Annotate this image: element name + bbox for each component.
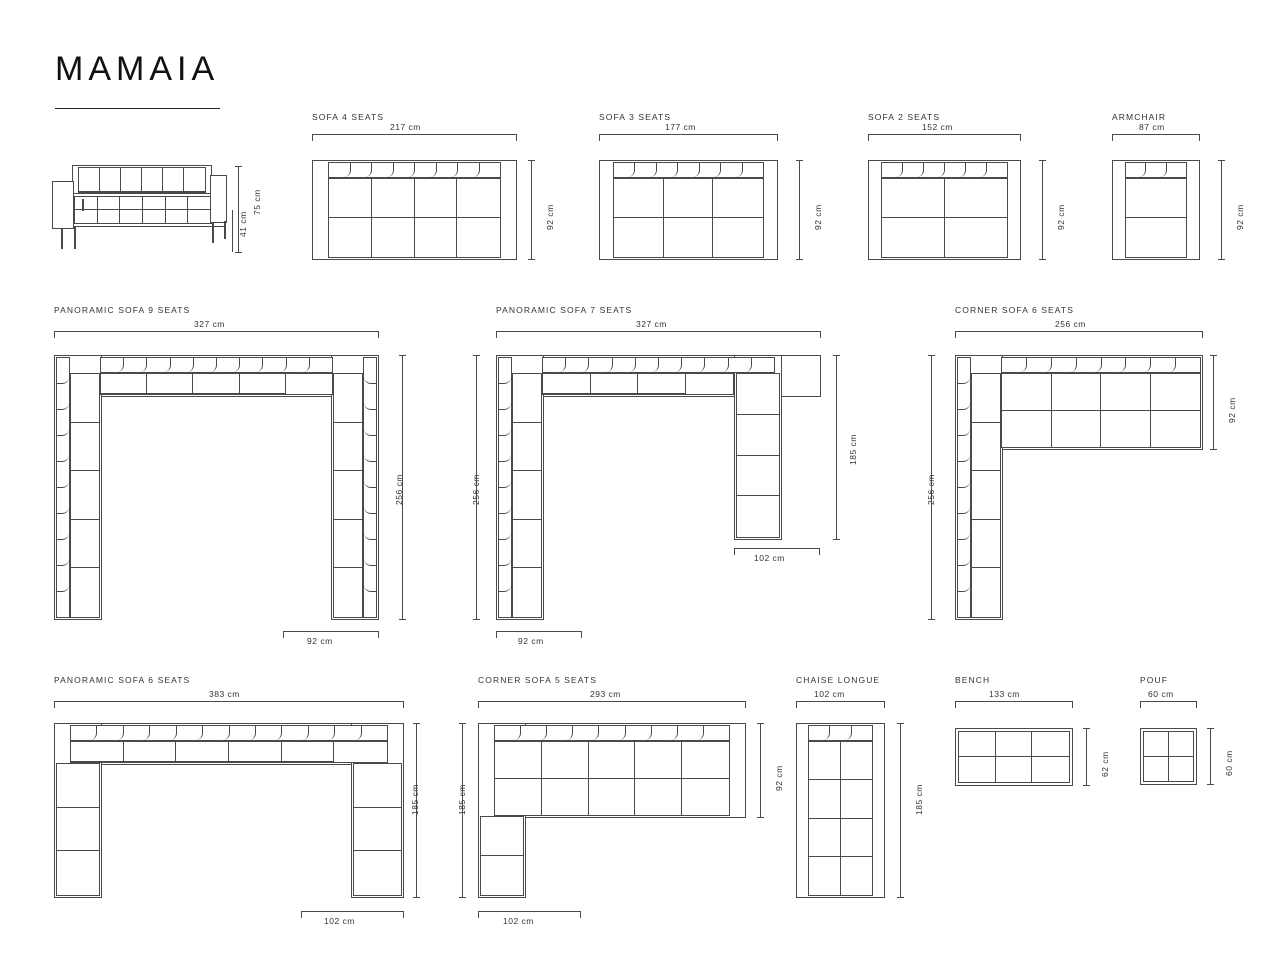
tick [955, 701, 956, 708]
title-divider [55, 108, 220, 109]
tick [403, 911, 404, 918]
product-label: SOFA 3 SEATS [599, 112, 672, 122]
tick [54, 331, 55, 338]
tick [413, 897, 420, 898]
tick [235, 252, 242, 253]
width-dim-line [478, 701, 746, 702]
width-label: 133 cm [989, 689, 1020, 699]
back-cushions [328, 162, 501, 178]
tick [301, 911, 302, 918]
product-label: PANORAMIC SOFA 7 SEATS [496, 305, 633, 315]
tick [868, 134, 869, 141]
product-label: CHAISE LONGUE [796, 675, 881, 685]
persp-height-line [238, 166, 239, 252]
depth-dim-line [1210, 728, 1211, 785]
tick [580, 911, 581, 918]
depth-dim-line [531, 160, 532, 260]
tick [54, 701, 55, 708]
return-seat-grid [736, 373, 780, 538]
depth-label: 60 cm [1224, 750, 1234, 776]
product-label: ARMCHAIR [1112, 112, 1167, 122]
arm-label: 92 cm [518, 636, 544, 646]
width-label: 177 cm [665, 122, 696, 132]
tick [459, 723, 466, 724]
tick [819, 548, 820, 555]
tick [757, 817, 764, 818]
back-seat-grid [542, 373, 734, 395]
return-depth-line [734, 548, 820, 549]
arm-label: 102 cm [324, 916, 355, 926]
depth-label: 185 cm [457, 784, 467, 815]
depth-label: 92 cm [545, 204, 555, 230]
back-cushions [100, 357, 333, 373]
tick [283, 631, 284, 638]
perspective-sofa-illustration [52, 165, 227, 255]
depth-dim-line [900, 723, 901, 898]
seat-grid [808, 741, 873, 896]
depth-dim-line [799, 160, 800, 260]
width-dim-line [1140, 701, 1197, 702]
width-label: 152 cm [922, 122, 953, 132]
left-seat-grid [56, 763, 100, 896]
tick [399, 355, 406, 356]
arm-dim-line [760, 723, 761, 818]
tick [478, 911, 479, 918]
tick [955, 331, 956, 338]
tick [897, 897, 904, 898]
persp-height-label: 75 cm [252, 189, 262, 215]
tick [1072, 701, 1073, 708]
tick [1207, 728, 1214, 729]
width-label: 87 cm [1139, 122, 1165, 132]
depth-label: 256 cm [394, 474, 404, 505]
depth-dim-line [1042, 160, 1043, 260]
depth-label: 62 cm [1100, 751, 1110, 777]
persp-seat-height-line [232, 210, 233, 252]
left-seat-grid [512, 373, 542, 618]
depth-label: 92 cm [813, 204, 823, 230]
tick [516, 134, 517, 141]
arm-label: 92 cm [307, 636, 333, 646]
product-label: BENCH [955, 675, 991, 685]
width-dim-line [599, 134, 778, 135]
tick [528, 160, 535, 161]
product-label: PANORAMIC SOFA 6 SEATS [54, 675, 191, 685]
return-length-label: 185 cm [848, 434, 858, 465]
tick [1196, 701, 1197, 708]
tick [378, 631, 379, 638]
tick [1210, 355, 1217, 356]
persp-seat-height-label: 41 cm [238, 211, 248, 237]
back-cushions [808, 725, 873, 741]
seat-grid [613, 178, 764, 258]
width-label: 256 cm [1055, 319, 1086, 329]
left-arm-cushions [498, 357, 512, 618]
tick [496, 331, 497, 338]
tick [378, 331, 379, 338]
width-dim-line [496, 331, 821, 332]
tick [1083, 785, 1090, 786]
tick [235, 166, 242, 167]
product-label: CORNER SOFA 5 SEATS [478, 675, 597, 685]
width-dim-line [312, 134, 517, 135]
return-depth-line [478, 911, 581, 912]
tick [312, 134, 313, 141]
tick [884, 701, 885, 708]
tick [528, 259, 535, 260]
tick [1218, 160, 1225, 161]
return-depth-label: 102 cm [503, 916, 534, 926]
tick [1210, 449, 1217, 450]
back-seat-grid [494, 741, 730, 816]
arm-dim-line [301, 911, 404, 912]
tick [745, 701, 746, 708]
width-dim-line [868, 134, 1021, 135]
tick [1218, 259, 1225, 260]
back-seat-grid [100, 373, 333, 395]
tick [1039, 259, 1046, 260]
depth-label: 185 cm [410, 784, 420, 815]
back-cushions [70, 725, 388, 741]
right-seat-grid [353, 763, 402, 896]
seat-grid [881, 178, 1008, 258]
tick [403, 701, 404, 708]
tick [1140, 701, 1141, 708]
back-cushions [1125, 162, 1187, 178]
product-label: POUF [1140, 675, 1169, 685]
arm-dim-line [1213, 355, 1214, 450]
return-depth-dim-line [836, 355, 837, 540]
back-cushions [494, 725, 730, 741]
tick [1207, 784, 1214, 785]
width-dim-line [796, 701, 885, 702]
tick [478, 701, 479, 708]
tick [928, 619, 935, 620]
arm-dim-line [496, 631, 582, 632]
tick [1020, 134, 1021, 141]
depth-label: 185 cm [914, 784, 924, 815]
depth-label: 92 cm [1056, 204, 1066, 230]
seat-grid [328, 178, 501, 258]
tick [820, 331, 821, 338]
tick [1112, 134, 1113, 141]
tick [581, 631, 582, 638]
arm-label: 92 cm [774, 765, 784, 791]
tick [796, 160, 803, 161]
left-seat-grid [70, 373, 100, 618]
width-dim-line [54, 331, 379, 332]
tick [897, 723, 904, 724]
back-seat-grid [1001, 373, 1201, 448]
width-dim-line [54, 701, 404, 702]
tick [599, 134, 600, 141]
depth-dim-line [1086, 728, 1087, 786]
product-label: PANORAMIC SOFA 9 SEATS [54, 305, 191, 315]
tick [413, 723, 420, 724]
tick [1083, 728, 1090, 729]
width-label: 102 cm [814, 689, 845, 699]
tick [833, 355, 840, 356]
width-dim-line [955, 701, 1073, 702]
page-title: MAMAIA [55, 50, 220, 88]
right-arm-cushions [363, 357, 377, 618]
tick [399, 619, 406, 620]
width-label: 293 cm [590, 689, 621, 699]
right-seat-grid [333, 373, 363, 618]
back-seat-grid [70, 741, 388, 763]
tick [496, 631, 497, 638]
tick [757, 723, 764, 724]
tick [796, 259, 803, 260]
product-label: SOFA 2 SEATS [868, 112, 941, 122]
tick [459, 897, 466, 898]
return-depth-label: 102 cm [754, 553, 785, 563]
back-cushions [881, 162, 1008, 178]
tick [928, 355, 935, 356]
width-label: 217 cm [390, 122, 421, 132]
width-dim-line [1112, 134, 1200, 135]
tick [833, 539, 840, 540]
depth-label: 92 cm [1235, 204, 1245, 230]
seat-grid [1125, 178, 1187, 258]
depth-dim-line [1221, 160, 1222, 260]
seat-grid [1143, 731, 1194, 782]
width-label: 60 cm [1148, 689, 1174, 699]
width-label: 327 cm [194, 319, 225, 329]
width-label: 383 cm [209, 689, 240, 699]
back-cushions [1001, 357, 1201, 373]
back-cushions [542, 357, 775, 373]
left-seat-grid [971, 373, 1001, 618]
arm-label: 92 cm [1227, 397, 1237, 423]
product-label: SOFA 4 SEATS [312, 112, 385, 122]
tick [796, 701, 797, 708]
tick [1199, 134, 1200, 141]
width-dim-line [955, 331, 1203, 332]
width-label: 327 cm [636, 319, 667, 329]
left-arm-cushions [56, 357, 70, 618]
back-cushions [613, 162, 764, 178]
seat-grid [958, 731, 1070, 783]
tick [473, 619, 480, 620]
tick [1202, 331, 1203, 338]
tick [1039, 160, 1046, 161]
tick [777, 134, 778, 141]
arm-dim-line [283, 631, 379, 632]
tick [734, 548, 735, 555]
left-arm-cushions [957, 357, 971, 618]
product-label: CORNER SOFA 6 SEATS [955, 305, 1074, 315]
tick [473, 355, 480, 356]
depth-label: 256 cm [471, 474, 481, 505]
depth-label: 256 cm [926, 474, 936, 505]
left-seat-grid [480, 816, 524, 896]
